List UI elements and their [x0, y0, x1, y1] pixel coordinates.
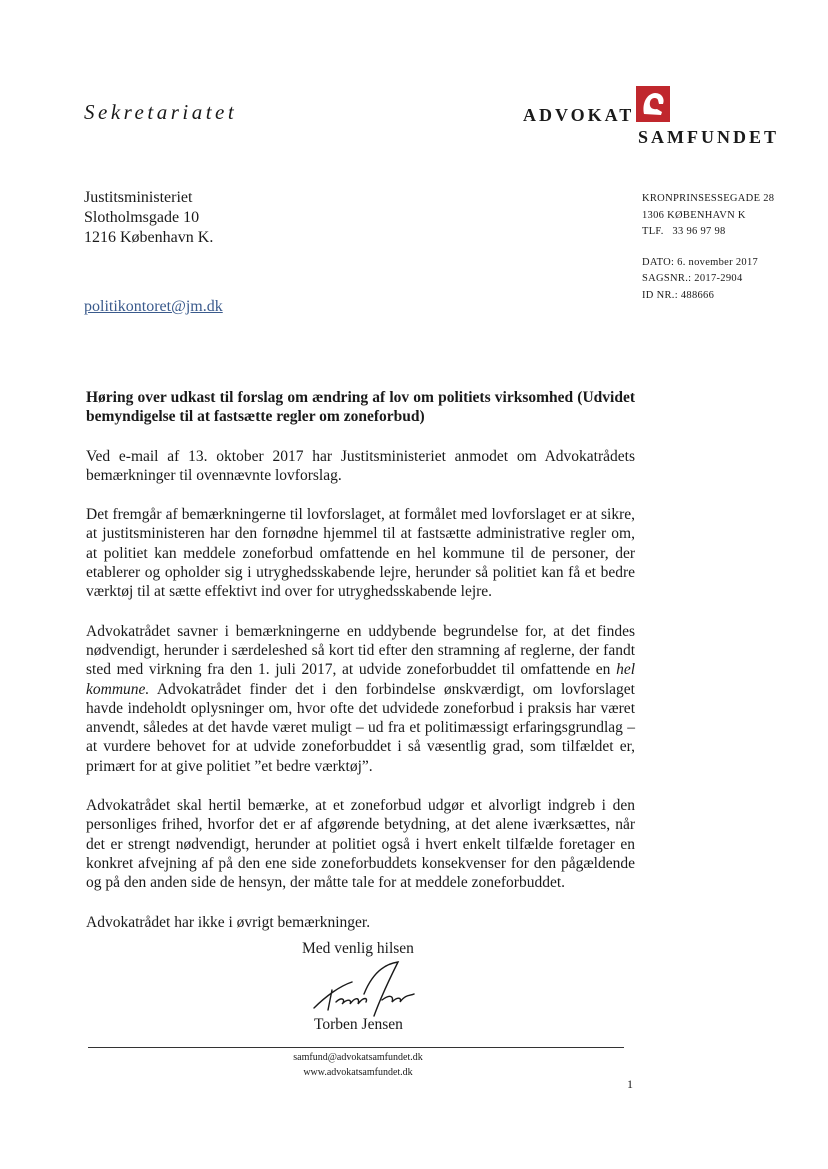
paragraph-5: Advokatrådet har ikke i øvrigt bemærkninger.: [86, 913, 371, 931]
footer: [200, 1050, 516, 1080]
paragraph-3-part-1: Advokatrådet savner i bemærkningerne en uddybende begrundelse for, at det findes nødvendigt, herunder i særdeleshed så kort tid efter den stramning af reglerne, der fandt sted med virkning fra den 1. juli 2017, at udvide zoneforbuddet til omfattende en: [86, 622, 635, 679]
handwritten-signature: [306, 960, 416, 1018]
logo-text-samfundet: SAMFUNDET: [638, 127, 780, 147]
case-number: SAGSNR.: 2017-2904: [642, 273, 743, 284]
recipient-street: Slotholmsgade 10: [84, 209, 200, 226]
recipient-email-link[interactable]: politikontoret@jm.dk: [84, 298, 223, 315]
paragraph-1: Ved e-mail af 13. oktober 2017 har Justitsministeriet anmodet om Advokatrådets bemærkninger til ovennævnte lovforslag.: [86, 447, 635, 484]
logo-text-advokat: ADVOKAT: [523, 105, 635, 125]
sender-city: 1306 KØBENHAVN K: [642, 209, 746, 221]
footer-email[interactable]: samfund@advokatsamfundet.dk: [293, 1052, 423, 1063]
id-number: ID NR.: 488666: [642, 289, 715, 301]
sender-info: [642, 191, 774, 304]
paragraph-3-part-2: Advokatrådet finder det i den forbindelse ønskværdigt, om lovforslaget havde indeholdt oplysninger om, hvor ofte det udvidede zoneforbud i praksis har været anvendt, således at det havde været muligt – ud fra et politimæssigt erfaringsgrundlag – at vurdere behovet for at udvide zoneforbuddet i så væsentlig grad, som tilfældet er, primært for at give politiet ”et bedre værktøj”.: [86, 680, 635, 775]
sender-street: KRONPRINSESSEGADE 28: [642, 193, 775, 204]
signer-name: Torben Jensen: [314, 1016, 403, 1033]
letter-body: [86, 388, 635, 932]
recipient-city: 1216 København K.: [84, 229, 214, 246]
page-number: 1: [627, 1077, 633, 1091]
sender-phone: TLF. 33 96 97 98: [642, 226, 726, 237]
recipient-address: [84, 188, 213, 248]
footer-website[interactable]: www.advokatsamfundet.dk: [303, 1067, 413, 1078]
footer-divider: [88, 1047, 624, 1048]
department-title: Sekretariatet: [84, 100, 238, 124]
paragraph-3-emphasis: hel kommune.: [86, 661, 635, 698]
closing-greeting: Med venlig hilsen: [302, 940, 414, 957]
paragraph-3: [86, 622, 635, 776]
recipient-name: Justitsministeriet: [84, 189, 193, 206]
helmet-logo-icon: [636, 86, 670, 122]
letter-heading: Høring over udkast til forslag om ændring af lov om politiets virksomhed (Udvidet bemyndigelse til at fastsætte regler om zoneforbud): [86, 389, 635, 426]
paragraph-2: Det fremgår af bemærkningerne til lovforslaget, at formålet med lovforslaget er at sikre, at justitsministeren har den fornødne hjemmel til at fastsætte administrative regler om, at politiet kan meddele zoneforbud omfattende en hel kommune til de personer, der etablerer og opholder sig i utryghedsskabende lejre, herunder så politiet kan få et bedre værktøj til at sætte effektivt ind over for utryghedsskabende lejre.: [86, 506, 635, 601]
letter-date: DATO: 6. november 2017: [642, 256, 759, 268]
paragraph-4: Advokatrådet skal hertil bemærke, at et zoneforbud udgør et alvorligt indgreb i den personliges frihed, hvorfor det er af afgørende betydning, at det alene iværksættes, når det er strengt nødvendigt, herunder at politiet også i hvert enkelt tilfælde foretager en konkret afvejning af på den ene side zoneforbuddets konsekvenser for den pågældende og på den anden side de hensyn, der måtte tale for at meddele zoneforbuddet.: [86, 797, 635, 892]
